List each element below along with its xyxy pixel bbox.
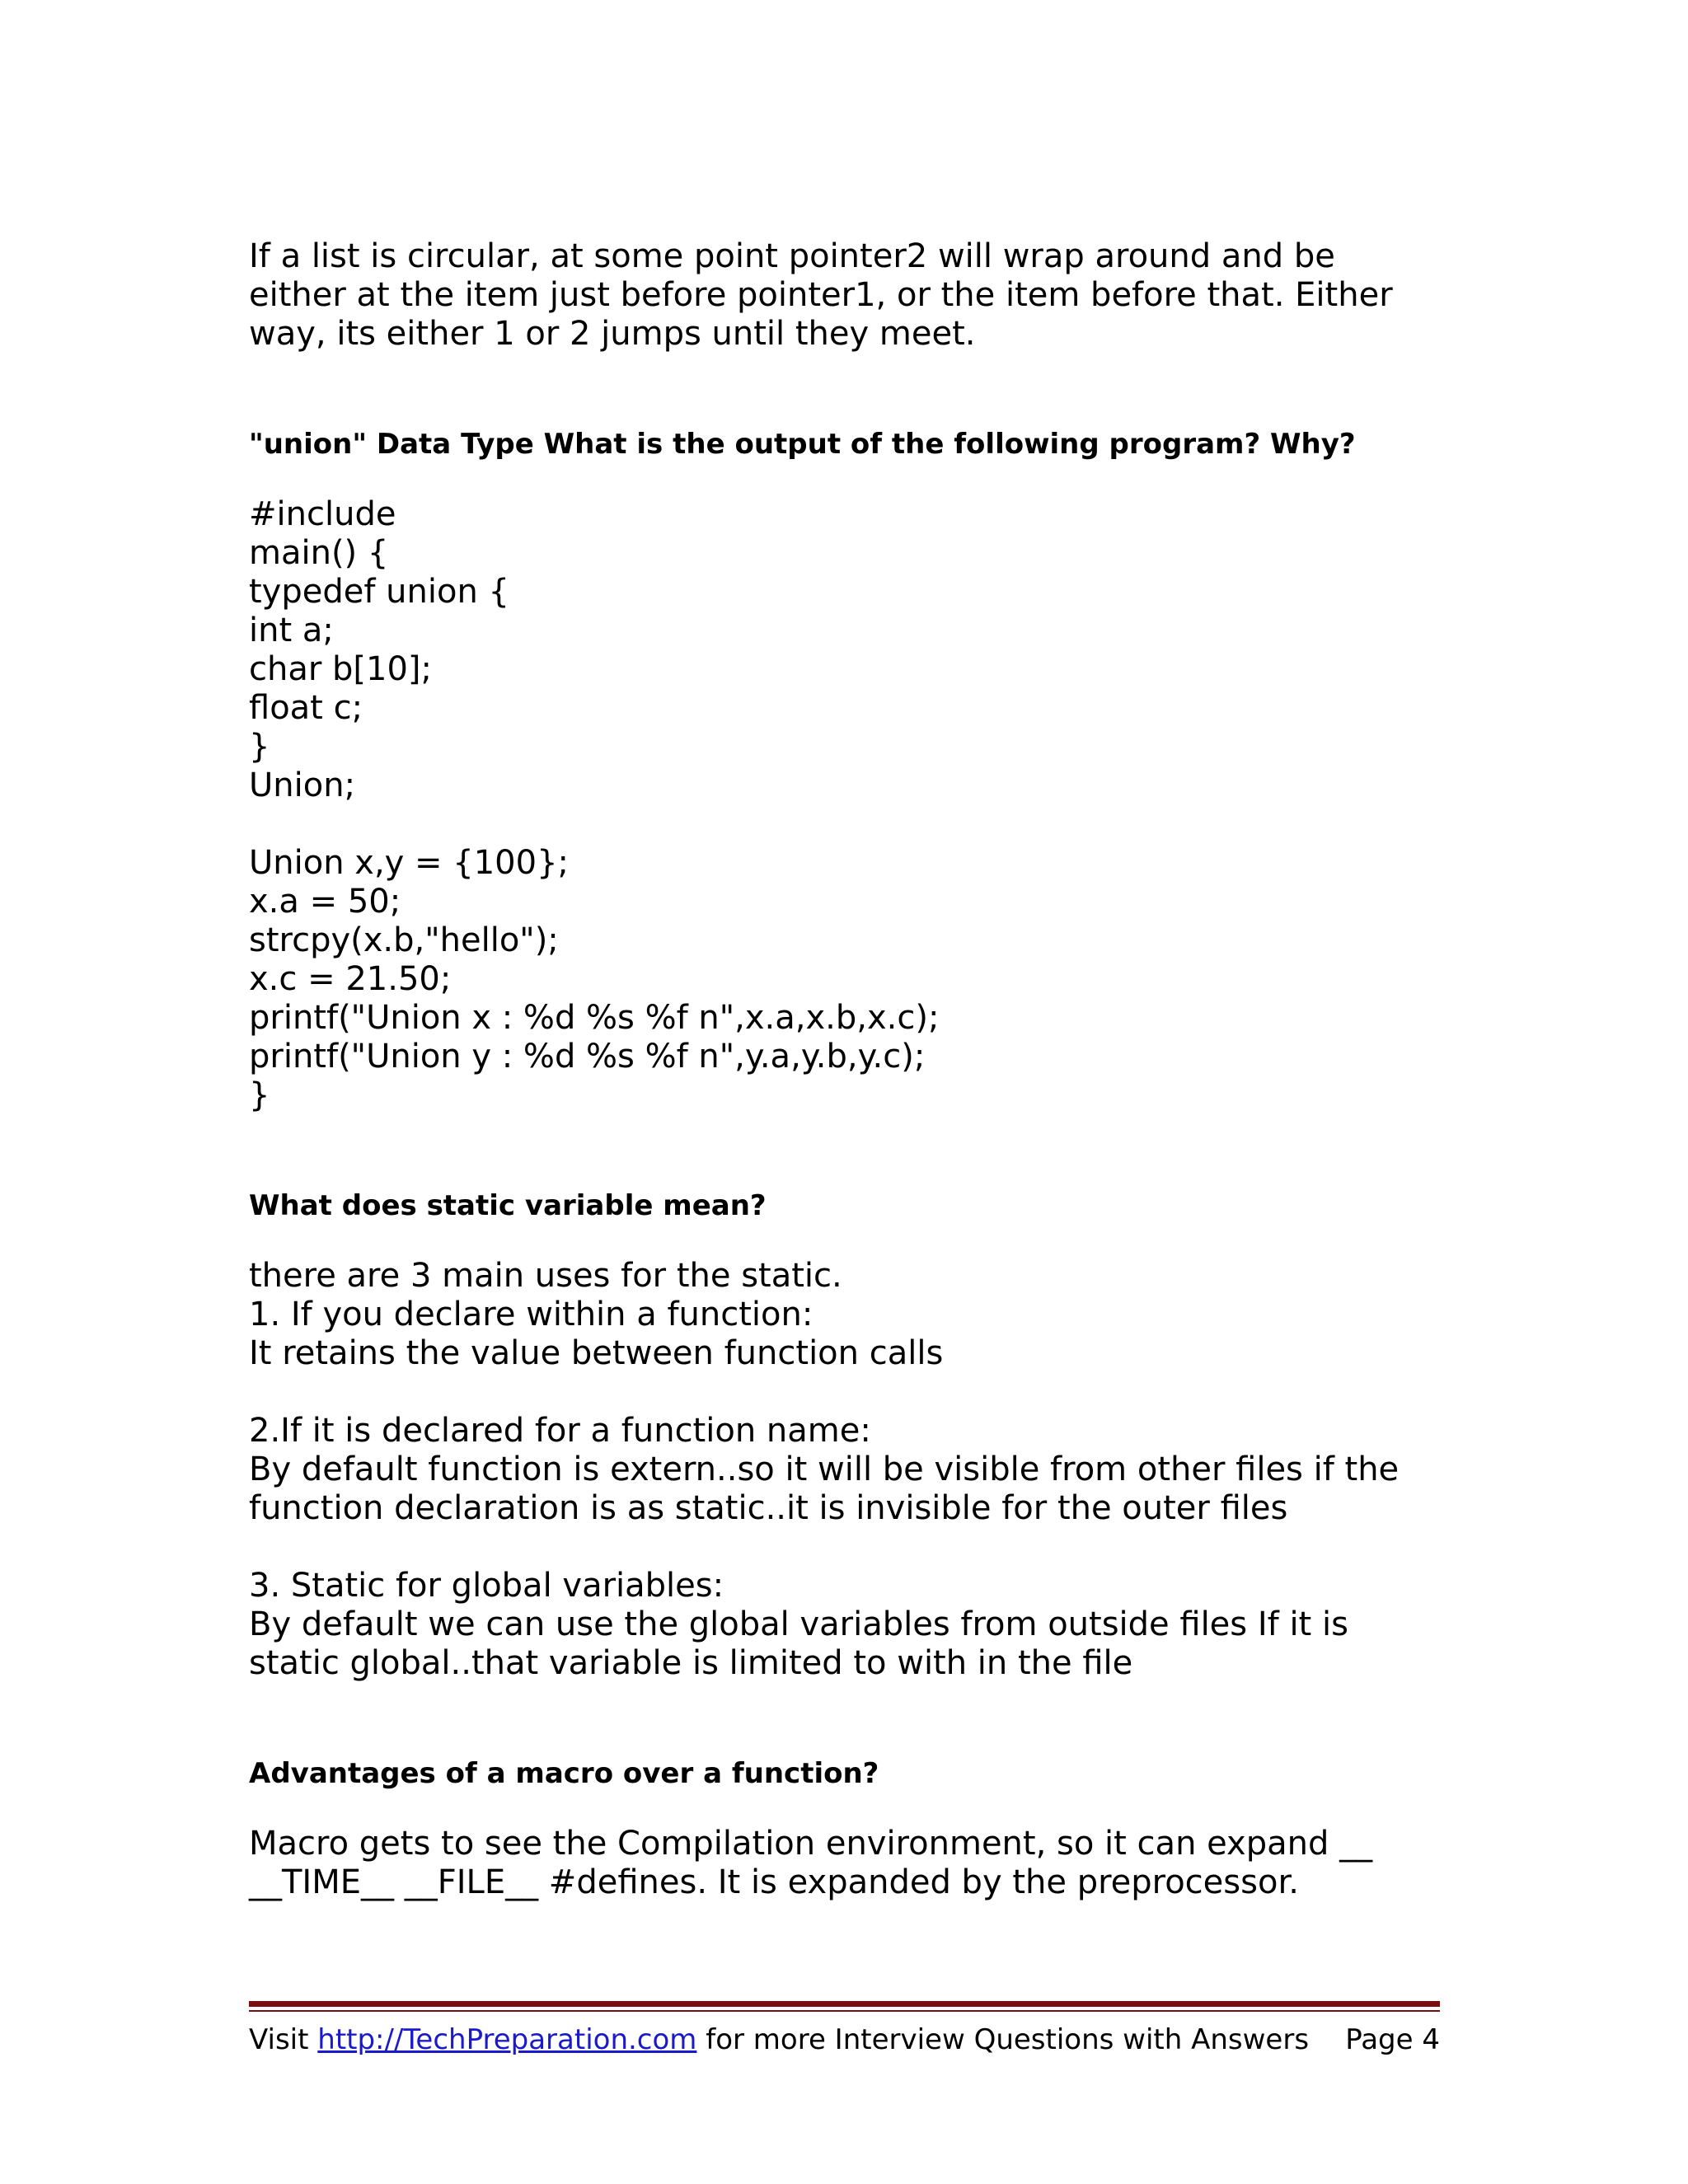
union-code-block <box>249 495 1444 1115</box>
text-line: static global..that variable is limited to with in the file <box>249 1644 1133 1682</box>
footer-divider <box>249 2001 1440 2007</box>
code-line: Union x,y = {100}; <box>249 844 570 882</box>
code-line: typedef union { <box>249 573 509 611</box>
page-footer <box>249 2001 1440 2056</box>
macro-question-heading: Advantages of a macro over a function? <box>249 1757 879 1790</box>
footer-prefix: Visit <box>249 2023 318 2056</box>
code-line: printf("Union y : %d %s %f n",y.a,y.b,y.c); <box>249 1038 926 1076</box>
code-line: printf("Union x : %d %s %f n",x.a,x.b,x.c); <box>249 999 940 1037</box>
text-line: 1. If you declare within a function: <box>249 1296 814 1333</box>
code-line: strcpy(x.b,"hello"); <box>249 921 559 959</box>
footer-site-link[interactable]: http://TechPreparation.com <box>317 2023 697 2056</box>
static-question-heading: What does static variable mean? <box>249 1189 767 1222</box>
text-line: By default function is extern..so it will be visible from other files if the <box>249 1451 1400 1488</box>
static-answer <box>249 1257 1444 1683</box>
text-line: either at the item just before pointer1, or the item before that. Either <box>249 276 1393 314</box>
text-line: there are 3 main uses for the static. <box>249 1257 842 1295</box>
code-line: int a; <box>249 612 334 649</box>
text-line: By default we can use the global variables from outside files If it is <box>249 1605 1348 1643</box>
union-question-heading: "union" Data Type What is the output of the following program? Why? <box>249 428 1356 461</box>
page-content <box>249 237 1444 1902</box>
code-line: main() { <box>249 534 389 572</box>
text-line: function declaration is as static..it is invisible for the outer files <box>249 1489 1288 1527</box>
circular-list-paragraph <box>249 237 1444 354</box>
text-line: way, its either 1 or 2 jumps until they meet. <box>249 315 976 353</box>
code-line: } <box>249 728 270 766</box>
text-line: 3. Static for global variables: <box>249 1567 724 1605</box>
code-line: char b[10]; <box>249 650 432 688</box>
macro-answer <box>249 1825 1444 1902</box>
page-number: Page 4 <box>1345 2023 1440 2056</box>
code-line: } <box>249 1076 270 1114</box>
text-line: It retains the value between function calls <box>249 1334 944 1372</box>
code-line: Union; <box>249 766 356 804</box>
footer-suffix: for more Interview Questions with Answers <box>696 2023 1310 2056</box>
footer-promo <box>249 2023 1309 2056</box>
text-line: __TIME__ __FILE__ #defines. It is expanded by the preprocessor. <box>249 1863 1299 1901</box>
code-line: x.a = 50; <box>249 883 401 921</box>
footer-text-row <box>249 2023 1440 2056</box>
code-line: float c; <box>249 689 363 727</box>
text-line: 2.If it is declared for a function name: <box>249 1412 871 1450</box>
text-line: Macro gets to see the Compilation environment, so it can expand __ <box>249 1825 1373 1863</box>
code-line: x.c = 21.50; <box>249 960 452 998</box>
code-line: #include <box>249 495 396 533</box>
text-line: If a list is circular, at some point pointer2 will wrap around and be <box>249 237 1335 275</box>
footer-divider-thin <box>249 2010 1440 2012</box>
